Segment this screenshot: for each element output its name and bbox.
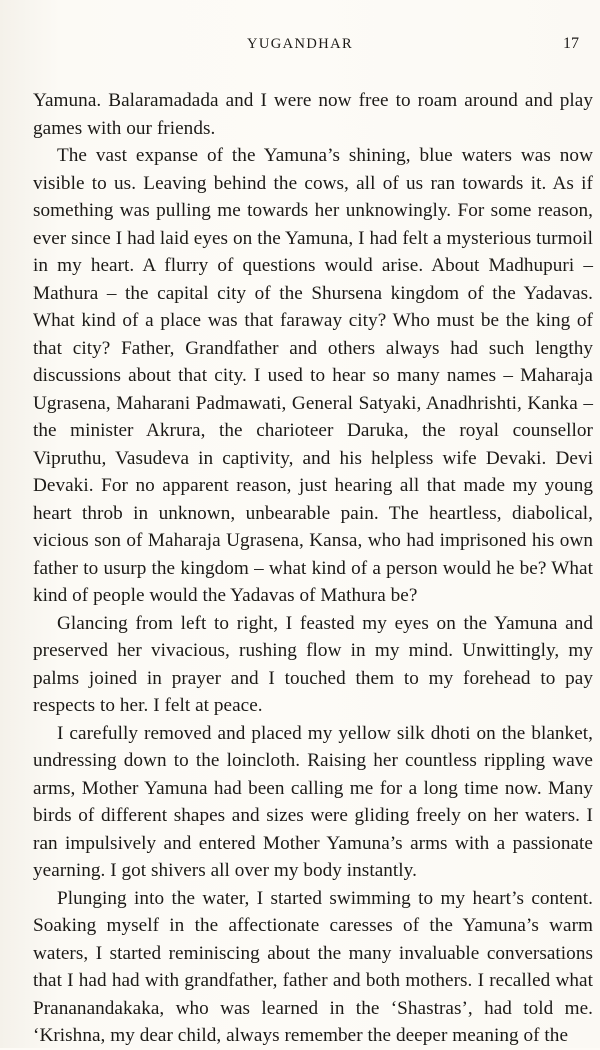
paragraph: Plunging into the water, I started swimming to my heart’s content. Soaking myself in the affectionate caresses of the Yamuna’s warm waters, I started reminiscing about the many invaluable conversations that I had had with grandfather, father and both mothers. I recalled what Prananandakaka, who was learned in the ‘Shastras’, had told me. ‘Krishna, my dear child, always remember the deeper meaning of the	[33, 887, 593, 1046]
running-head	[0, 34, 600, 58]
page-number: 17	[563, 35, 579, 52]
body-text	[33, 87, 593, 1050]
paragraph: Yamuna. Balaramadada and I were now free to roam around and play games with our friends.	[33, 90, 593, 139]
paragraph: I carefully removed and placed my yellow silk dhoti on the blanket, undressing down to the loincloth. Raising her countless rippling wave arms, Mother Yamuna had been calling me for a long time now. Many birds of different shapes and sizes were gliding freely on her waters. I ran impulsively and entered Mother Yamuna’s arms with a passionate yearning. I got shivers all over my body instantly.	[33, 722, 593, 881]
paragraph: The vast expanse of the Yamuna’s shining, blue waters was now visible to us. Leaving behind the cows, all of us ran towards it. As if something was pulling me towards her unknowingly. For some reason, ever since I had laid eyes on the Yamuna, I had felt a mysterious turmoil in my heart. A flurry of questions would arise. About Madhupuri – Mathura – the capital city of the Shursena kingdom of the Yadavas. What kind of a place was that faraway city? Who must be the king of that city? Father, Grandfather and others always had such lengthy discussions about that city. I used to hear so many names – Maharaja Ugrasena, Maharani Padmawati, General Satyaki, Anadhrishti, Kanka – the minister Akrura, the charioteer Daruka, the royal counsellor Vipruthu, Vasudeva in captivity, and his helpless wife Devaki. Devi Devaki. For no apparent reason, just hearing all that made my young heart throb in unknown, unbearable pain. The heartless, diabolical, vicious son of Maharaja Ugrasena, Kansa, who had imprisoned his own father to usurp the kingdom – what kind of a person would he be? What kind of people would the Yadavas of Mathura be?	[33, 145, 593, 606]
running-title: YUGANDHAR	[246, 36, 354, 52]
paragraph: Glancing from left to right, I feasted my eyes on the Yamuna and preserved her vivacious, rushing flow in my mind. Unwittingly, my palms joined in prayer and I touched them to my forehead to pay respects to her. I felt at peace.	[33, 612, 593, 716]
